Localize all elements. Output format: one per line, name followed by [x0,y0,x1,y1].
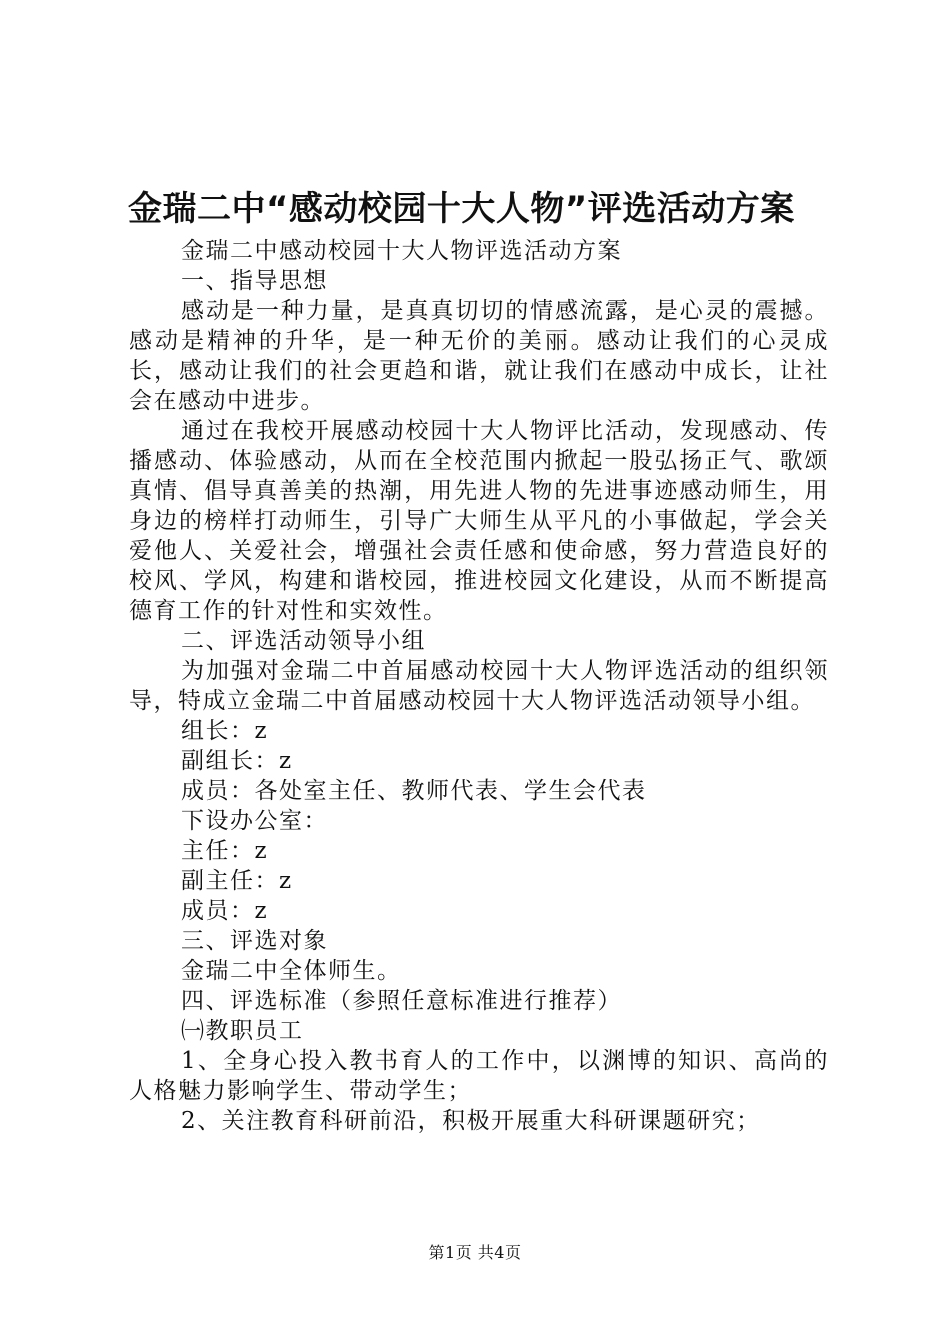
paragraph-purpose: 通过在我校开展感动校园十大人物评比活动，发现感动、传播感动、体验感动，从而在全校范围内掀起一股弘扬正气、歌颂真情、倡导真善美的热潮，用先进人物的先进事迹感动师生，用身边的榜样打动师生，引导广大师生从平凡的小事做起，学会关爱他人、关爱社会，增强社会责任感和使命感，努力营造良好的校风、学风，构建和谐校园，推进校园文化建设，从而不断提高德育工作的针对性和实效性。 [129,418,829,624]
paragraph-leadership: 为加强对金瑞二中首届感动校园十大人物评选活动的组织领导，特成立金瑞二中首届感动校园十大人物评选活动领导小组。 [129,658,829,714]
document-title: 金瑞二中“感动校园十大人物”评选活动方案 [128,189,795,229]
section-heading-selection-criteria: 四、评选标准（参照任意标准进行推荐） [181,988,622,1014]
page-footer: 第1页 共4页 [428,1243,522,1262]
selection-targets-text: 金瑞二中全体师生。 [181,958,402,984]
subsection-heading-staff: ㈠教职员工 [181,1018,304,1044]
criteria-item-1: 1、全身心投入教书育人的工作中，以渊博的知识、高尚的人格魅力影响学生、带动学生； [129,1048,829,1104]
office-line: 下设办公室： [181,808,328,834]
section-heading-leadership-group: 二、评选活动领导小组 [181,628,426,654]
section-heading-guiding-ideology: 一、指导思想 [181,268,328,294]
deputy-director-line: 副主任：z [181,868,293,894]
members-line: 成员：各处室主任、教师代表、学生会代表 [181,778,647,804]
criteria-item-2: 2、关注教育科研前沿，积极开展重大科研课题研究； [181,1108,761,1134]
director-line: 主任：z [181,838,269,864]
section-heading-selection-targets: 三、评选对象 [181,928,328,954]
deputy-leader-line: 副组长：z [181,748,293,774]
leader-line: 组长：z [181,718,269,744]
document-subtitle: 金瑞二中感动校园十大人物评选活动方案 [181,238,622,264]
office-members-line: 成员：z [181,898,269,924]
paragraph-intro: 感动是一种力量，是真真切切的情感流露，是心灵的震撼。感动是精神的升华，是一种无价的美丽。感动让我们的心灵成长，感动让我们的社会更趋和谐，就让我们在感动中成长，让社会在感动中进步。 [129,298,829,414]
document-body [129,236,829,1136]
